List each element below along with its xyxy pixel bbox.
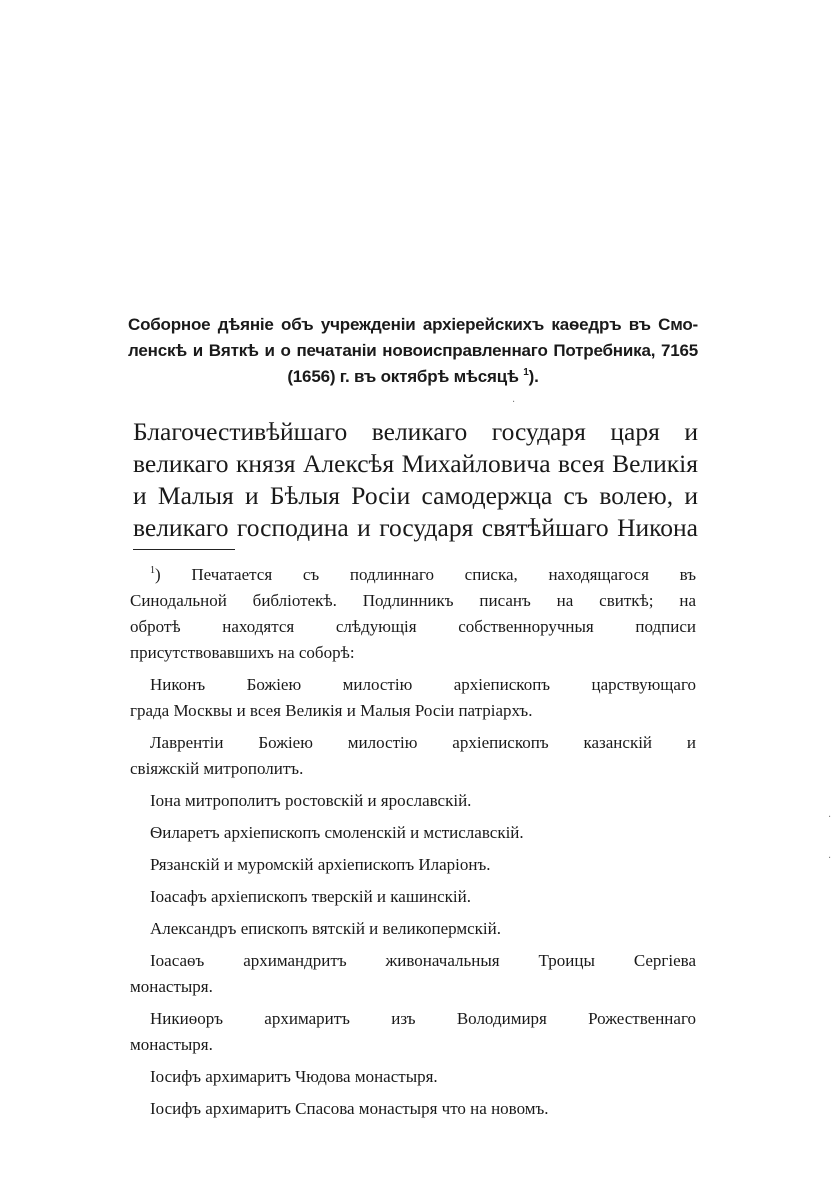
- body-line: великаго господина и государя святѣйшаго Никона: [133, 513, 698, 542]
- signature-line: Іоасафъ архіепископъ тверскій и кашинскій.: [150, 887, 471, 906]
- footnote-intro-line: Синодальной библіотекѣ. Подлинникъ писанъ на свиткѣ; на: [130, 591, 696, 610]
- signature-line: Іосифъ архимаритъ Чюдова монастыря.: [150, 1067, 438, 1086]
- footnote-divider: [133, 549, 235, 550]
- footnote-marker: 1: [150, 565, 155, 576]
- signature-line: Іосифъ архимаритъ Спасова монастыря что на новомъ.: [150, 1099, 549, 1118]
- print-speck: ·: [828, 853, 832, 864]
- signature-line: града Москвы и всея Великія и Малыя Росіи патріархъ.: [130, 701, 533, 720]
- heading-line-2: ленскѣ и Вяткѣ и о печатаніи новоисправленнаго Потребника, 7165: [128, 341, 698, 360]
- footnote-intro-line-1: [130, 562, 696, 588]
- heading-line-3: [128, 364, 698, 390]
- signature-line: свіяжскій митрополитъ.: [130, 759, 304, 778]
- signature-line: монастыря.: [130, 1035, 213, 1054]
- signature-line: Іоасаѳъ архимандритъ живоначальныя Троицы Сергіева: [150, 951, 696, 970]
- signature-line: монастыря.: [130, 977, 213, 996]
- footnote: [130, 562, 696, 1122]
- document-heading: [128, 312, 698, 390]
- heading-line-3-end: ).: [528, 367, 539, 386]
- signature-line: Лаврентіи Божіею милостію архіепископъ казанскій и: [150, 733, 696, 752]
- signature-line: Александръ епископъ вятскій и великопермскій.: [150, 919, 501, 938]
- signature-line: Рязанскій и муромскій архіепископъ Иларіонъ.: [150, 855, 491, 874]
- signature-line: Іона митрополитъ ростовскій и ярославскій.: [150, 791, 472, 810]
- body-line: и Малыя и Бѣлыя Росіи самодержца съ волею, и: [133, 481, 698, 510]
- footnote-intro-text: ) Печатается съ подлиннаго списка, находящагося въ: [155, 565, 696, 584]
- print-speck: ·: [828, 812, 832, 823]
- signature-line: Ѳиларетъ архіепископъ смоленскій и мстиславскій.: [150, 823, 524, 842]
- body-paragraph: [133, 416, 698, 544]
- signature-line: Никонъ Божіею милостію архіепископъ царствующаго: [150, 675, 696, 694]
- heading-line-1: Соборное дѣяніе объ учрежденіи архіерейскихъ каѳедръ въ Смо-: [128, 315, 698, 334]
- heading-footnote-mark: 1: [523, 367, 529, 378]
- signature-line: Никиѳоръ архимаритъ изъ Володимиря Рожественнаго: [150, 1009, 696, 1028]
- heading-line-3-text: (1656) г. въ октябрѣ мѣсяцѣ: [287, 367, 519, 386]
- body-line: Благочестивѣйшаго великаго государя царя и: [133, 417, 698, 446]
- footnote-intro-line: присутствовавшихъ на соборѣ:: [130, 643, 355, 662]
- body-line: великаго князя Алексѣя Михайловича всея Великія: [133, 449, 698, 478]
- print-speck: ·: [512, 397, 516, 408]
- footnote-intro-line: обротѣ находятся слѣдующія собственноручныя подписи: [130, 617, 696, 636]
